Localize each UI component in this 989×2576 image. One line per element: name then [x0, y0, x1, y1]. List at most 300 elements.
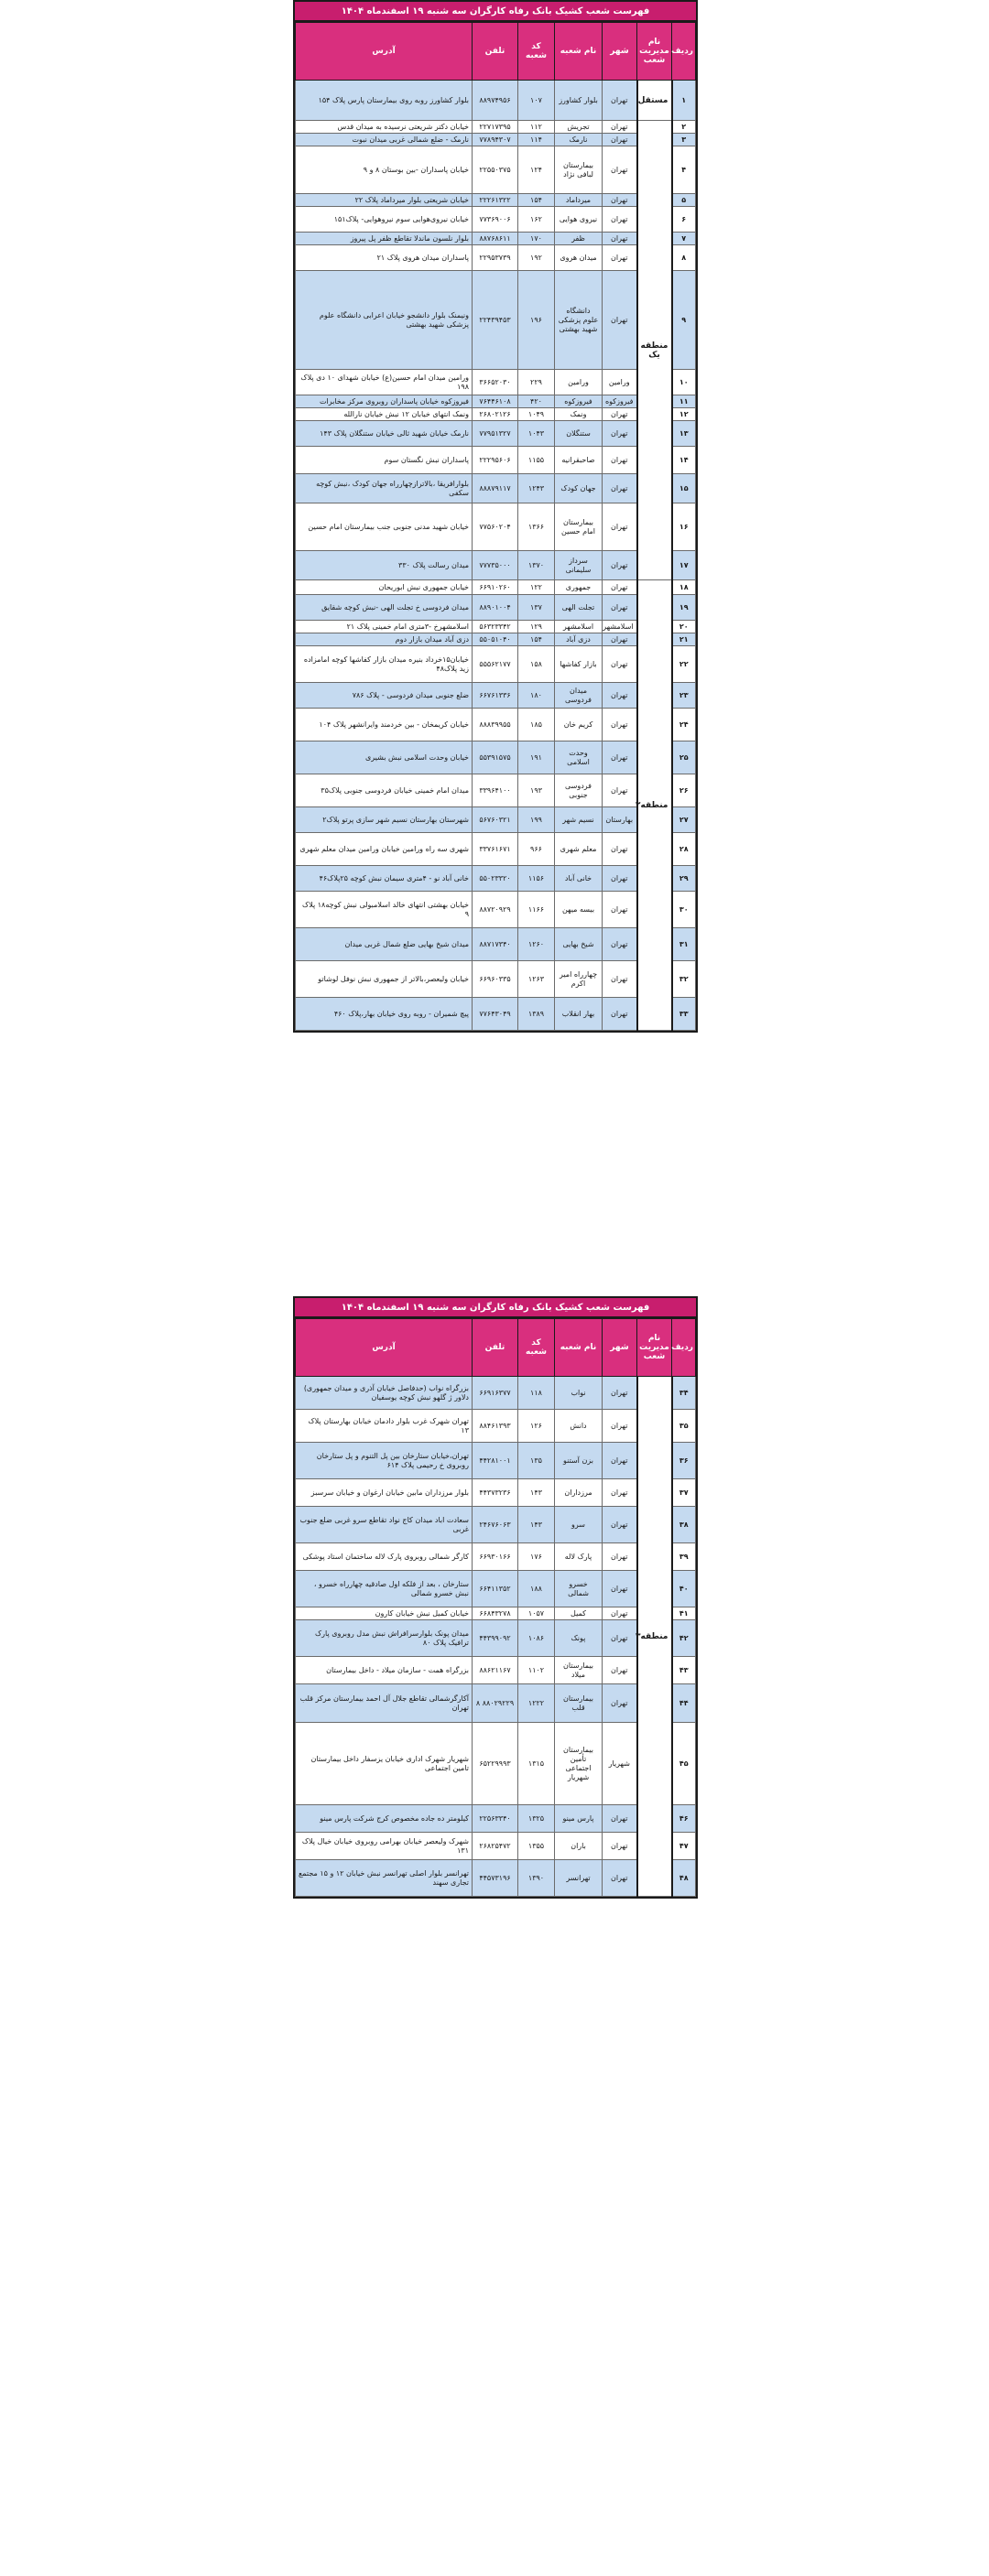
- row-index: ۲۱: [672, 633, 696, 646]
- row-index: ۶: [672, 207, 696, 233]
- branch-code-cell: ۱۷۶: [518, 1543, 555, 1571]
- city-cell: تهران: [603, 408, 637, 421]
- branch-code-cell: ۱۲۴۳: [518, 474, 555, 503]
- address-cell: ونمک انتهای خیابان ۱۲ نبش خیابان نارالله: [296, 408, 473, 421]
- table-row: [296, 1571, 696, 1607]
- table-row: [296, 503, 696, 551]
- branch-code-cell: ۱۲۶: [518, 1410, 555, 1443]
- city-cell: تهران: [603, 774, 637, 807]
- phone-cell: ۳۳۷۶۱۶۷۱: [473, 833, 518, 866]
- table-row: [296, 271, 696, 370]
- row-index: ۲: [672, 121, 696, 134]
- phone-cell: ۷۷۳۶۹۰۰۶: [473, 207, 518, 233]
- branch-name-cell: کمیل: [555, 1607, 603, 1620]
- phone-cell: ۲۶۸۲۵۴۷۲: [473, 1833, 518, 1860]
- row-index: ۴۰: [672, 1571, 696, 1607]
- branch-code-cell: ۱۴۳: [518, 1507, 555, 1543]
- header-city: شهر: [603, 1319, 637, 1377]
- row-index: ۲۰: [672, 621, 696, 633]
- header-branch: نام شعبه: [555, 1319, 603, 1377]
- city-cell: تهران: [603, 1860, 637, 1897]
- row-index: ۴۴: [672, 1684, 696, 1723]
- row-index: ۲۳: [672, 683, 696, 709]
- address-cell: بلوار مرزداران مابین خیابان ارغوان و خیابان سرسبز: [296, 1479, 473, 1507]
- table-row: [296, 741, 696, 774]
- branch-name-cell: شیخ بهایی: [555, 928, 603, 961]
- row-index: ۳۱: [672, 928, 696, 961]
- table-row: [296, 1684, 696, 1723]
- table-row: [296, 1507, 696, 1543]
- city-cell: تهران: [603, 146, 637, 194]
- table-row: [296, 646, 696, 683]
- branch-code-cell: ۱۹۲: [518, 245, 555, 271]
- phone-cell: ۷۷۹۵۱۳۲۷: [473, 421, 518, 447]
- phone-cell: ۳۶۶۵۲۰۳۰: [473, 370, 518, 395]
- row-index: ۸: [672, 245, 696, 271]
- row-index: ۱۳: [672, 421, 696, 447]
- row-index: ۲۸: [672, 833, 696, 866]
- city-cell: تهران: [603, 633, 637, 646]
- branch-code-cell: ۱۱۲: [518, 121, 555, 134]
- header-tel: تلفن: [473, 1319, 518, 1377]
- address-cell: پیچ شمیران - روبه روی خیابان بهار،پلاک ۴۶۰: [296, 998, 473, 1031]
- city-cell: تهران: [603, 1479, 637, 1507]
- table-row: [296, 551, 696, 580]
- address-cell: خیابان کریمخان - بین خردمند وایرانشهر پلاک ۱۰۴: [296, 709, 473, 741]
- address-cell: خیابان نیروی‌هوایی‌ ‌سوم ‌نیروهوایی- ‌پلاک۱۵۱: [296, 207, 473, 233]
- address-cell: میدان فردوسی خ تجلت الهی -نبش کوچه شقایق: [296, 595, 473, 621]
- header-city: شهر: [603, 23, 637, 81]
- city-cell: تهران: [603, 271, 637, 370]
- table-row: [296, 580, 696, 595]
- row-index: ۱۵: [672, 474, 696, 503]
- address-cell: دزی آباد میدان بازار دوم: [296, 633, 473, 646]
- address-cell: خیابان دکتر شریعتی نرسیده به میدان قدس: [296, 121, 473, 134]
- phone-cell: ۶۶۷۶۱۳۳۶: [473, 683, 518, 709]
- branch-name-cell: ظفر: [555, 233, 603, 245]
- address-cell: خانی آباد نو - ۴متری سیمان نبش کوچه ۲۵پلاک۴۶: [296, 866, 473, 892]
- phone-cell: ۷۶۴۴۶۱۰۸: [473, 395, 518, 408]
- city-cell: تهران: [603, 207, 637, 233]
- table-row: [296, 233, 696, 245]
- branch-name-cell: وحدت اسلامی: [555, 741, 603, 774]
- row-index: ۳۴: [672, 1377, 696, 1410]
- header-index: ردیف: [672, 1319, 696, 1377]
- city-cell: تهران: [603, 709, 637, 741]
- branch-name-cell: میدان هروی: [555, 245, 603, 271]
- row-index: ۳۰: [672, 892, 696, 928]
- table-row: [296, 833, 696, 866]
- address-cell: نارمک - ضلع شمالی غربی میدان نبوت: [296, 134, 473, 146]
- branch-code-cell: ۱۷۰: [518, 233, 555, 245]
- address-cell: کارگر شمالی روبروی پارک لاله ساختمان استاد پوشکی: [296, 1543, 473, 1571]
- table-row: [296, 370, 696, 395]
- table-row: [296, 1479, 696, 1507]
- city-cell: تهران: [603, 474, 637, 503]
- branch-name-cell: میدان فردوسی: [555, 683, 603, 709]
- table-body: [296, 1377, 696, 1897]
- table-row: [296, 1607, 696, 1620]
- header-region: نام مدیریت شعب: [637, 23, 672, 81]
- branch-name-cell: نیروی هوایی: [555, 207, 603, 233]
- branch-code-cell: ۱۵۴: [518, 633, 555, 646]
- city-cell: تهران: [603, 580, 637, 595]
- table-row: [296, 1377, 696, 1410]
- address-cell: خیابان جمهوری نبش ابوریحان: [296, 580, 473, 595]
- phone-cell: ۶۶۹۱۶۳۷۷: [473, 1377, 518, 1410]
- row-index: ۱۲: [672, 408, 696, 421]
- branch-code-cell: ۱۰۴۹: [518, 408, 555, 421]
- branch-code-cell: ۱۲۹: [518, 621, 555, 633]
- address-cell: خیابان شهید مدنی جنوبی جنب بیمارستان امام حسین: [296, 503, 473, 551]
- address-cell: خیابان پاسداران -بین بوستان ۸ و ۹: [296, 146, 473, 194]
- table-row: [296, 866, 696, 892]
- city-cell: تهران: [603, 194, 637, 207]
- phone-cell: ۷۷۷۳۵۰۰۰: [473, 551, 518, 580]
- branch-code-cell: ۱۰۴۳: [518, 421, 555, 447]
- branch-name-cell: پارس مینو: [555, 1805, 603, 1833]
- branch-table-1: [295, 22, 696, 1031]
- region-name: مستقل: [637, 81, 672, 121]
- phone-cell: ۳۳۹۶۴۱۰۰: [473, 774, 518, 807]
- row-index: ۳۹: [672, 1543, 696, 1571]
- branch-code-cell: ۱۰۸۶: [518, 1620, 555, 1657]
- branch-name-cell: تهرانسر: [555, 1860, 603, 1897]
- branch-code-cell: ۱۱۰۲: [518, 1657, 555, 1684]
- phone-cell: ۸۸۸۷۹۱۱۷: [473, 474, 518, 503]
- table-row: [296, 207, 696, 233]
- phone-cell: ۸۸۴۶۱۳۹۳: [473, 1410, 518, 1443]
- phone-cell: ۵۵۰۲۳۳۲۰: [473, 866, 518, 892]
- row-index: ۴۱: [672, 1607, 696, 1620]
- branch-name-cell: بیمارستان امام حسین: [555, 503, 603, 551]
- header-address: آدرس: [296, 1319, 473, 1377]
- phone-cell: ۶۵۲۲۹۹۹۳: [473, 1723, 518, 1805]
- address-cell: خیابان کمیل نبش خیابان کارون: [296, 1607, 473, 1620]
- branch-code-cell: ۱۸۸: [518, 1571, 555, 1607]
- branch-code-cell: ۲۲۹: [518, 370, 555, 395]
- table-row: [296, 633, 696, 646]
- row-index: ۴۵: [672, 1723, 696, 1805]
- row-index: ۳: [672, 134, 696, 146]
- row-index: ۴۳: [672, 1657, 696, 1684]
- row-index: ۱۱: [672, 395, 696, 408]
- branch-name-cell: میرداماد: [555, 194, 603, 207]
- header-address: آدرس: [296, 23, 473, 81]
- row-index: ۱۰: [672, 370, 696, 395]
- row-index: ۳۸: [672, 1507, 696, 1543]
- branch-name-cell: بلوار کشاورز: [555, 81, 603, 121]
- header-tel: تلفن: [473, 23, 518, 81]
- branch-code-cell: ۱۵۸: [518, 646, 555, 683]
- city-cell: تهران: [603, 245, 637, 271]
- row-index: ۴۸: [672, 1860, 696, 1897]
- branch-name-cell: جمهوری: [555, 580, 603, 595]
- city-cell: تهران: [603, 741, 637, 774]
- row-index: ۱۹: [672, 595, 696, 621]
- branch-name-cell: بیمارستان لبافی نژاد: [555, 146, 603, 194]
- phone-cell: ۶۶۹۱۰۲۶۰: [473, 580, 518, 595]
- city-cell: ورامین: [603, 370, 637, 395]
- city-cell: تهران: [603, 1410, 637, 1443]
- row-index: ۱: [672, 81, 696, 121]
- city-cell: تهران: [603, 81, 637, 121]
- phone-cell: ۶۶۴۱۱۳۵۲: [473, 1571, 518, 1607]
- row-index: ۲۴: [672, 709, 696, 741]
- header-index: ردیف: [672, 23, 696, 81]
- branch-name-cell: بیسه میهن: [555, 892, 603, 928]
- table-body: [296, 81, 696, 1031]
- address-cell: بزرگراه همت - سازمان میلاد - داخل بیمارستان: [296, 1657, 473, 1684]
- branch-code-cell: ۴۲۰: [518, 395, 555, 408]
- table-row: [296, 474, 696, 503]
- header-region: نام مدیریت شعب: [637, 1319, 672, 1377]
- city-cell: تهران: [603, 1805, 637, 1833]
- branch-name-cell: جهان کودک: [555, 474, 603, 503]
- branch-code-cell: ۱۳۶۶: [518, 503, 555, 551]
- branch-code-cell: ۱۲۶۳: [518, 961, 555, 998]
- address-cell: بلوار کشاورز روبه روی بیمارستان پارس پلاک ۱۵۴: [296, 81, 473, 121]
- branch-code-cell: ۱۳۹۰: [518, 1860, 555, 1897]
- table-row: [296, 1543, 696, 1571]
- header-code: کد شعبه: [518, 23, 555, 81]
- city-cell: تهران: [603, 646, 637, 683]
- branch-code-cell: ۱۳۵۵: [518, 1833, 555, 1860]
- table-row: [296, 1860, 696, 1897]
- phone-cell: ۷۷۶۴۳۰۴۹: [473, 998, 518, 1031]
- branch-name-cell: صاحبقرانیه: [555, 447, 603, 474]
- address-cell: ضلع جنوبی میدان فردوسی - پلاک ۷۸۶: [296, 683, 473, 709]
- table-row: [296, 146, 696, 194]
- city-cell: فیروزکوه: [603, 395, 637, 408]
- phone-cell: ۶۶۸۴۳۲۷۸: [473, 1607, 518, 1620]
- city-cell: تهران: [603, 1543, 637, 1571]
- address-cell: میدان امام خمینی خیابان فردوسی جنوبی پلاک۳۵: [296, 774, 473, 807]
- row-index: ۵: [672, 194, 696, 207]
- table-row: [296, 1657, 696, 1684]
- row-index: ۲۶: [672, 774, 696, 807]
- table-row: [296, 395, 696, 408]
- branch-code-cell: ۱۳۱۵: [518, 1723, 555, 1805]
- phone-cell: ۵۵۰۵۱۰۴۰: [473, 633, 518, 646]
- city-cell: تهران: [603, 421, 637, 447]
- branch-code-cell: ۱۹۹: [518, 807, 555, 833]
- city-cell: تهران: [603, 1657, 637, 1684]
- address-cell: سعادت اباد میدان کاج نواد تقاطع سرو غربی ضلع جنوب غربی: [296, 1507, 473, 1543]
- branch-table-2: [295, 1318, 696, 1897]
- city-cell: شهریار: [603, 1723, 637, 1805]
- table-row: [296, 928, 696, 961]
- city-cell: تهران: [603, 447, 637, 474]
- city-cell: تهران: [603, 1620, 637, 1657]
- city-cell: تهران: [603, 928, 637, 961]
- address-cell: خیابان ولیعصر،بالاتر از جمهوری نبش نوفل لوشاتو: [296, 961, 473, 998]
- table-row: [296, 408, 696, 421]
- city-cell: تهران: [603, 1377, 637, 1410]
- phone-cell: ۵۶۳۲۳۳۴۲: [473, 621, 518, 633]
- branch-code-cell: ۱۸۰: [518, 683, 555, 709]
- branch-code-cell: ۱۲۲: [518, 580, 555, 595]
- branch-list-sheet-2: [293, 1296, 698, 1899]
- address-cell: میدان پونک بلوارسرافراش نبش مدل روبروی پارک ترافیک پلاک ۸۰: [296, 1620, 473, 1657]
- phone-cell: ۴۴۵۷۳۱۹۶: [473, 1860, 518, 1897]
- table-row: [296, 709, 696, 741]
- table-row: [296, 683, 696, 709]
- phone-cell: ۵۵۳۹۱۵۷۵: [473, 741, 518, 774]
- city-cell: تهران: [603, 866, 637, 892]
- branch-code-cell: ۱۹۱: [518, 741, 555, 774]
- table-row: [296, 194, 696, 207]
- branch-code-cell: ۱۸۵: [518, 709, 555, 741]
- branch-code-cell: ۱۱۵۵: [518, 447, 555, 474]
- city-cell: تهران: [603, 134, 637, 146]
- row-index: ۲۲: [672, 646, 696, 683]
- address-cell: کیلومتر ده جاده مخصوص کرج شرکت پارس مینو: [296, 1805, 473, 1833]
- phone-cell: ۲۲۷۱۷۳۹۵: [473, 121, 518, 134]
- address-cell: ستارخان ، بعد از فلکه اول صادقیه چهارراه خسرو ، نبش خسرو شمالی: [296, 1571, 473, 1607]
- address-cell: تهران شهرک غرب بلوار دادمان خیابان بهارستان پلاک ۱۳: [296, 1410, 473, 1443]
- address-cell: بلوار نلسون ماندلا تقاطع ظفر پل پیروز: [296, 233, 473, 245]
- phone-cell: ۸۸۷۲۰۹۲۹: [473, 892, 518, 928]
- branch-name-cell: باران: [555, 1833, 603, 1860]
- header-row: [296, 23, 696, 81]
- branch-code-cell: ۱۹۶: [518, 271, 555, 370]
- branch-code-cell: ۱۳۷۰: [518, 551, 555, 580]
- branch-code-cell: ۱۲۴: [518, 146, 555, 194]
- city-cell: تهران: [603, 833, 637, 866]
- table-row: [296, 892, 696, 928]
- branch-name-cell: نواب: [555, 1377, 603, 1410]
- branch-code-cell: ۱۴۳: [518, 1479, 555, 1507]
- branch-code-cell: ۱۱۸: [518, 1377, 555, 1410]
- branch-name-cell: ونمک: [555, 408, 603, 421]
- address-cell: شهری سه راه ورامین خیابان ورامین میدان معلم شهری: [296, 833, 473, 866]
- branch-name-cell: سرداز سلیمانی: [555, 551, 603, 580]
- row-index: ۹: [672, 271, 696, 370]
- header-branch: نام شعبه: [555, 23, 603, 81]
- table-row: [296, 595, 696, 621]
- address-cell: تهران،خیابان ستارخان بین پل التنوم و پل ستارخان روبروی خ رحیمی پلاک ۶۱۴: [296, 1443, 473, 1479]
- branch-name-cell: بازار کفاشها: [555, 646, 603, 683]
- row-index: ۲۹: [672, 866, 696, 892]
- city-cell: تهران: [603, 1571, 637, 1607]
- branch-code-cell: ۱۱۴: [518, 134, 555, 146]
- phone-cell: ۸۸۶۲۱۱۶۷: [473, 1657, 518, 1684]
- address-cell: شهریار شهرک اداری خیابان یزسفار داخل بیمارستان تامین اجتماعی: [296, 1723, 473, 1805]
- row-index: ۷: [672, 233, 696, 245]
- city-cell: تهران: [603, 503, 637, 551]
- address-cell: بزرگراه نواب (حدفاصل خیابان آذری و میدان جمهوری) دلاور ژ گلهو نبش کوچه یوسفیان: [296, 1377, 473, 1410]
- city-cell: تهران: [603, 551, 637, 580]
- city-cell: تهران: [603, 683, 637, 709]
- branch-name-cell: نارمک: [555, 134, 603, 146]
- branch-name-cell: تجلت الهی: [555, 595, 603, 621]
- row-index: ۱۴: [672, 447, 696, 474]
- branch-code-cell: ۱۲۲۲: [518, 1684, 555, 1723]
- address-cell: اسلامشهرخ -۳متری امام خمینی پلاک ۲۱: [296, 621, 473, 633]
- address-cell: خیابان بهشتی انتهای خالد اسلامبولی نبش کوچه۱۸ پلاک ۹: [296, 892, 473, 928]
- region-name: منطقه۳: [637, 1377, 672, 1897]
- table-row: [296, 1805, 696, 1833]
- branch-code-cell: ۱۳۷: [518, 595, 555, 621]
- row-index: ۳۵: [672, 1410, 696, 1443]
- table-row: [296, 807, 696, 833]
- branch-code-cell: ۱۶۲: [518, 207, 555, 233]
- branch-name-cell: سرو: [555, 1507, 603, 1543]
- branch-name-cell: بیمارستان میلاد: [555, 1657, 603, 1684]
- row-index: ۴: [672, 146, 696, 194]
- row-index: ۲۷: [672, 807, 696, 833]
- address-cell: نارمک خیابان شهید ثالی خیابان ستنگلان پلاک ۱۴۳: [296, 421, 473, 447]
- city-cell: تهران: [603, 1833, 637, 1860]
- address-cell: خیابان وحدت اسلامی نبش بشیری: [296, 741, 473, 774]
- address-cell: پاسداران نبش نگستان سوم: [296, 447, 473, 474]
- branch-name-cell: خسرو شمالی: [555, 1571, 603, 1607]
- branch-name-cell: پونک: [555, 1620, 603, 1657]
- city-cell: تهران: [603, 233, 637, 245]
- phone-cell: ۵۶۷۶۰۳۲۱: [473, 807, 518, 833]
- region-name: منطقه یک: [637, 121, 672, 580]
- address-cell: تهرانسر بلوار اصلی تهرانسر نبش خیابان ۱۲ و ۱۵ مجتمع تجاری سهند: [296, 1860, 473, 1897]
- phone-cell: ۲۲۲۶۱۳۲۲: [473, 194, 518, 207]
- row-index: ۳۷: [672, 1479, 696, 1507]
- branch-code-cell: ۱۲۶۰: [518, 928, 555, 961]
- branch-name-cell: دانش: [555, 1410, 603, 1443]
- branch-name-cell: تجریش: [555, 121, 603, 134]
- table-row: [296, 81, 696, 121]
- phone-cell: ۴۴۳۹۹۰۹۲: [473, 1620, 518, 1657]
- row-index: ۴۲: [672, 1620, 696, 1657]
- address-cell: شهرک ولیعصر خیابان بهرامی روبروی خیابان خیال پلاک ۱۳۱: [296, 1833, 473, 1860]
- phone-cell: ۷۷۸۹۴۳۰۷: [473, 134, 518, 146]
- phone-cell: ۲۲۵۶۳۳۴۰: [473, 1805, 518, 1833]
- branch-name-cell: چهارراه امیر اکرم: [555, 961, 603, 998]
- branch-name-cell: پارک لاله: [555, 1543, 603, 1571]
- address-cell: پاسداران میدان هروی پلاک ۲۱: [296, 245, 473, 271]
- branch-code-cell: ۱۱۶۶: [518, 892, 555, 928]
- phone-cell: ۴۴۳۷۳۲۳۶: [473, 1479, 518, 1507]
- branch-name-cell: خانی آباد: [555, 866, 603, 892]
- branch-name-cell: بهار انقلاب: [555, 998, 603, 1031]
- phone-cell: ۶۶۹۳۰۱۶۶: [473, 1543, 518, 1571]
- branch-code-cell: ۱۳۲۵: [518, 1805, 555, 1833]
- city-cell: اسلامشهر: [603, 621, 637, 633]
- phone-cell: ۶۶۹۶۰۳۳۵: [473, 961, 518, 998]
- table-row: [296, 134, 696, 146]
- table-row: [296, 1833, 696, 1860]
- row-index: ۴۶: [672, 1805, 696, 1833]
- city-cell: تهران: [603, 1507, 637, 1543]
- header-code: کد شعبه: [518, 1319, 555, 1377]
- city-cell: تهران: [603, 892, 637, 928]
- branch-code-cell: ۱۳۸۹: [518, 998, 555, 1031]
- address-cell: شهرستان بهارستان نسیم شهر سازی پرتو پلاک۲: [296, 807, 473, 833]
- table-row: [296, 1410, 696, 1443]
- phone-cell: ۲۴۶۷۶۰۶۳: [473, 1507, 518, 1543]
- table-row: [296, 621, 696, 633]
- city-cell: تهران: [603, 121, 637, 134]
- phone-cell: ۸۸۹۰۱۰۰۴: [473, 595, 518, 621]
- row-index: ۴۷: [672, 1833, 696, 1860]
- table-row: [296, 245, 696, 271]
- branch-code-cell: ۱۰۵۷: [518, 1607, 555, 1620]
- branch-code-cell: ۱۳۵: [518, 1443, 555, 1479]
- sheet-title: فهرست شعب کشیک بانک رفاه کارگران سه شنبه ۱۹ اسفندماه ۱۴۰۴: [295, 1298, 696, 1318]
- phone-cell: ۸۸۸۳۹۹۵۵: [473, 709, 518, 741]
- row-index: ۳۳: [672, 998, 696, 1031]
- row-index: ۱۸: [672, 580, 696, 595]
- phone-cell: ۲۲۴۳۹۴۵۳: [473, 271, 518, 370]
